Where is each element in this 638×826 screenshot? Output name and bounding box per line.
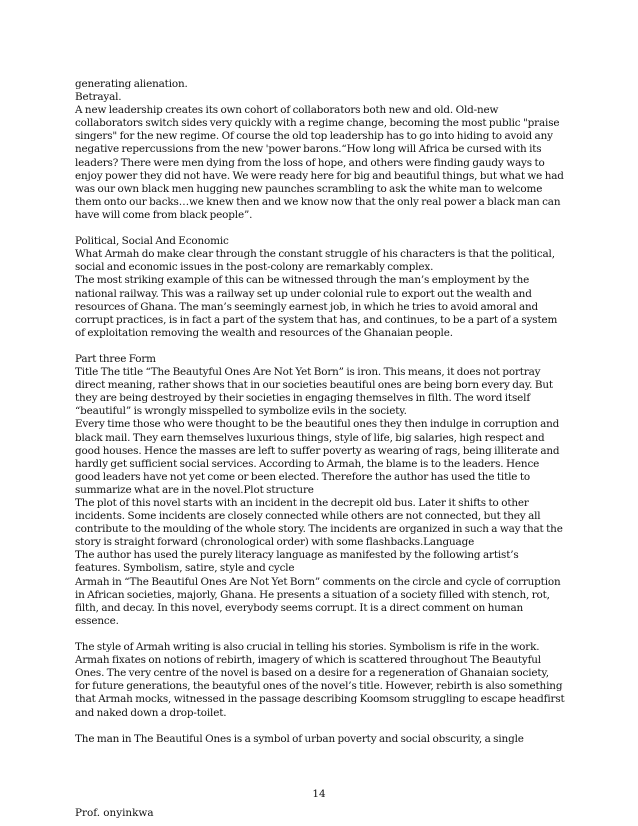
paragraph: Political, Social And Economic: [75, 235, 229, 248]
body-text: [75, 78, 565, 746]
paragraph: Betrayal.: [75, 91, 122, 104]
page-number: 14: [312, 788, 326, 800]
footer-author: Prof. onyinkwa: [75, 807, 154, 819]
paragraph: What Armah do make clear through the constant struggle of his characters is that the political, social and economic issues in the post-colony are remarkably complex.: [75, 248, 555, 274]
paragraph: The man in The Beautiful Ones is a symbol of urban poverty and social obscurity, a single: [75, 732, 524, 745]
paragraph: The style of Armah writing is also crucial in telling his stories. Symbolism is rife in the work. Armah fixates on notions of rebirth, imagery of which is scattered throughout The Beautyful Ones. The very centre of the novel is based on a desire for a regeneration of Ghanaian society, for future generations, the beautyful ones of the novel’s title. However, rebirth is also something that Armah mocks, witnessed in the passage describing Koomsom struggling to escape headfirst and naked down a drop-toilet.: [75, 641, 565, 719]
paragraph: Part three Form: [75, 352, 156, 365]
paragraph: Armah in “The Beautiful Ones Are Not Yet Born” comments on the circle and cycle of corruption in African societies, majorly, Ghana. He presents a situation of a society filled with stench, rot, filth, and decay. In this novel, everybody seems corrupt. It is a direct comment on human essence.: [75, 575, 561, 627]
paragraph: Title The title “The Beautyful Ones Are Not Yet Born” is iron. This means, it does not portray direct meaning, rather shows that in our societies beautiful ones are being born every day. But they are being destroyed by their societies in engaging themselves in filth. The word itself “beautiful” is wrongly misspelled to symbolize evils in the society.: [75, 366, 553, 418]
paragraph: A new leadership creates its own cohort of collaborators both new and old. Old-new collaborators switch sides very quickly with a regime change, becoming the most public "praise singers" for the new regime. Of course the old top leadership has to go into hiding to avoid any negative repercussions from the new 'power barons.“How long will Africa be cursed with its leaders? There were men dying from the loss of hope, and others were finding gaudy ways to enjoy power they did not have. We were ready here for big and beautiful things, but what we had was our own black men hugging new paunches scrambling to ask the white man to welcome them onto our backs…we knew then and we know now that the only real power a black man can have will come from black people”.: [75, 104, 564, 221]
paragraph: The author has used the purely literacy language as manifested by the following artist’s features. Symbolism, satire, style and cycle: [75, 549, 519, 575]
paragraph: The plot of this novel starts with an incident in the decrepit old bus. Later it shifts to other incidents. Some incidents are closely connected while others are not connected, but they all contribute to the moulding of the whole story. The incidents are organized in such a way that the story is straight forward (chronological order) with some flashbacks.Language: [75, 497, 563, 549]
paragraph: Every time those who were thought to be the beautiful ones they then indulge in corruption and black mail. They earn themselves luxurious things, style of life, big salaries, high respect and good houses. Hence the masses are left to suffer poverty as wearing of rags, being illiterate and hardly get sufficient social services. According to Armah, the blame is to the leaders. Hence good leaders have not yet come or been elected. Therefore the author has used the title to summarize what are in the novel.Plot structure: [75, 418, 560, 496]
paragraph: The most striking example of this can be witnessed through the man’s employment by the national railway. This was a railway set up under colonial rule to export out the wealth and resources of Ghana. The man’s seemingly earnest job, in which he tries to avoid amoral and corrupt practices, is in fact a part of the system that has, and continues, to be a part of a system of exploitation removing the wealth and resources of the Ghanaian people.: [75, 274, 558, 339]
paragraph: generating alienation.: [75, 78, 188, 90]
